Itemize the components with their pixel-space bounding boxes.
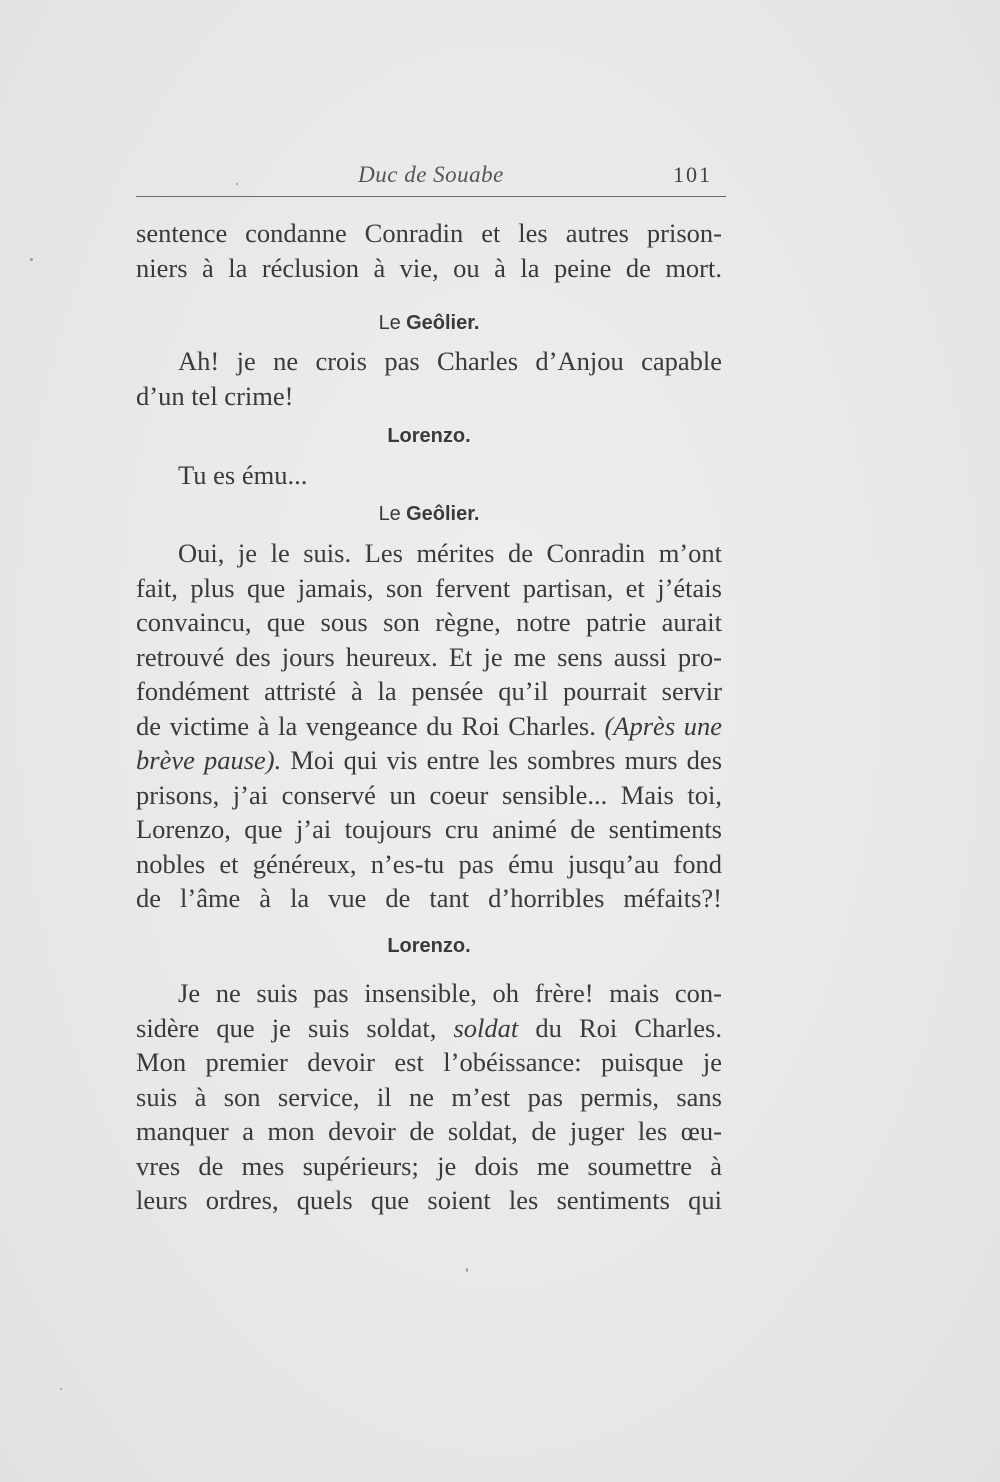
- text-line: niers à la réclusion à vie, ou à la peine de mort.: [136, 252, 722, 283]
- speaker-name: Geôlier.: [406, 503, 480, 525]
- speaker-prefix: Le: [378, 503, 401, 525]
- speaker-heading-lorenzo-1: [136, 420, 722, 451]
- text-line: Mon premier devoir est l’obéissance: puisque je: [136, 1047, 722, 1077]
- text-line: Je ne suis pas insensible, oh frère! mais con-: [178, 978, 722, 1008]
- text-line: d’un tel crime!: [136, 380, 294, 411]
- text-line: Oui, je le suis. Les mérites de Conradin m’ont: [178, 538, 722, 568]
- speaker-name: Lorenzo.: [387, 425, 471, 447]
- text-line: convaincu, que sous son règne, notre patrie aurait: [136, 607, 722, 637]
- text-segment: sidère que je suis soldat,: [136, 1012, 437, 1043]
- text-line: Lorenzo, que j’ai toujours cru animé de sentiments: [136, 814, 722, 844]
- text-segment: du Roi Charles.: [535, 1012, 722, 1043]
- text-line: [136, 743, 722, 778]
- paragraph-1: [136, 216, 722, 285]
- text-line: suis à son service, il ne m’est pas permis, sans: [136, 1081, 722, 1112]
- text-line: [136, 709, 722, 744]
- speaker-heading-geolier-2: [136, 498, 722, 529]
- emphasis: soldat: [453, 1012, 519, 1043]
- paper-speck: [60, 1388, 62, 1390]
- text-line: Ah! je ne crois pas Charles d’Anjou capable: [178, 346, 722, 376]
- speaker-heading-geolier-1: [136, 307, 722, 338]
- text-line: de l’âme à la vue de tant d’horribles méfaits?!: [136, 883, 722, 913]
- paragraph-2: [136, 344, 722, 413]
- paragraph-3: [136, 458, 722, 493]
- text-segment: de victime à la vengeance du Roi Charles.: [136, 710, 596, 741]
- text-line: [136, 1011, 722, 1046]
- paper-speck: [236, 183, 238, 185]
- speaker-name: Lorenzo.: [387, 935, 471, 957]
- stage-direction: (Après une: [604, 710, 723, 741]
- text-line: nobles et généreux, n’es-tu pas ému jusqu’au fond: [136, 848, 722, 879]
- text-line: Tu es ému...: [178, 460, 308, 490]
- paragraph-4: [136, 536, 722, 916]
- text-line: fondément attristé à la pensée qu’il pourrait servir: [136, 676, 722, 706]
- stage-direction: brève pause).: [136, 745, 282, 775]
- running-title: Duc de Souabe: [358, 162, 504, 187]
- paper-speck: [466, 1268, 468, 1272]
- text-line: leurs ordres, quels que soient les sentiments qui: [136, 1185, 722, 1215]
- text-line: retrouvé des jours heureux. Et je me sens aussi pro-: [136, 641, 722, 672]
- paper-speck: [30, 258, 33, 261]
- text-line: sentence condanne Conradin et les autres prison-: [136, 218, 722, 248]
- text-line: manquer a mon devoir de soldat, de juger les œu-: [136, 1116, 722, 1146]
- text-line: vres de mes supérieurs; je dois me soumettre à: [136, 1150, 722, 1181]
- speaker-name: Geôlier.: [406, 312, 480, 334]
- paragraph-5: [136, 976, 722, 1218]
- speaker-heading-lorenzo-2: [136, 930, 722, 961]
- text-line: prisons, j’ai conservé un coeur sensible... Mais toi,: [136, 779, 722, 810]
- page-number: 101: [673, 162, 712, 187]
- text-segment: Moi qui vis entre les sombres murs des: [290, 745, 723, 775]
- page-header: [136, 160, 726, 197]
- speaker-prefix: Le: [378, 312, 401, 334]
- text-line: fait, plus que jamais, son fervent partisan, et j’étais: [136, 572, 722, 603]
